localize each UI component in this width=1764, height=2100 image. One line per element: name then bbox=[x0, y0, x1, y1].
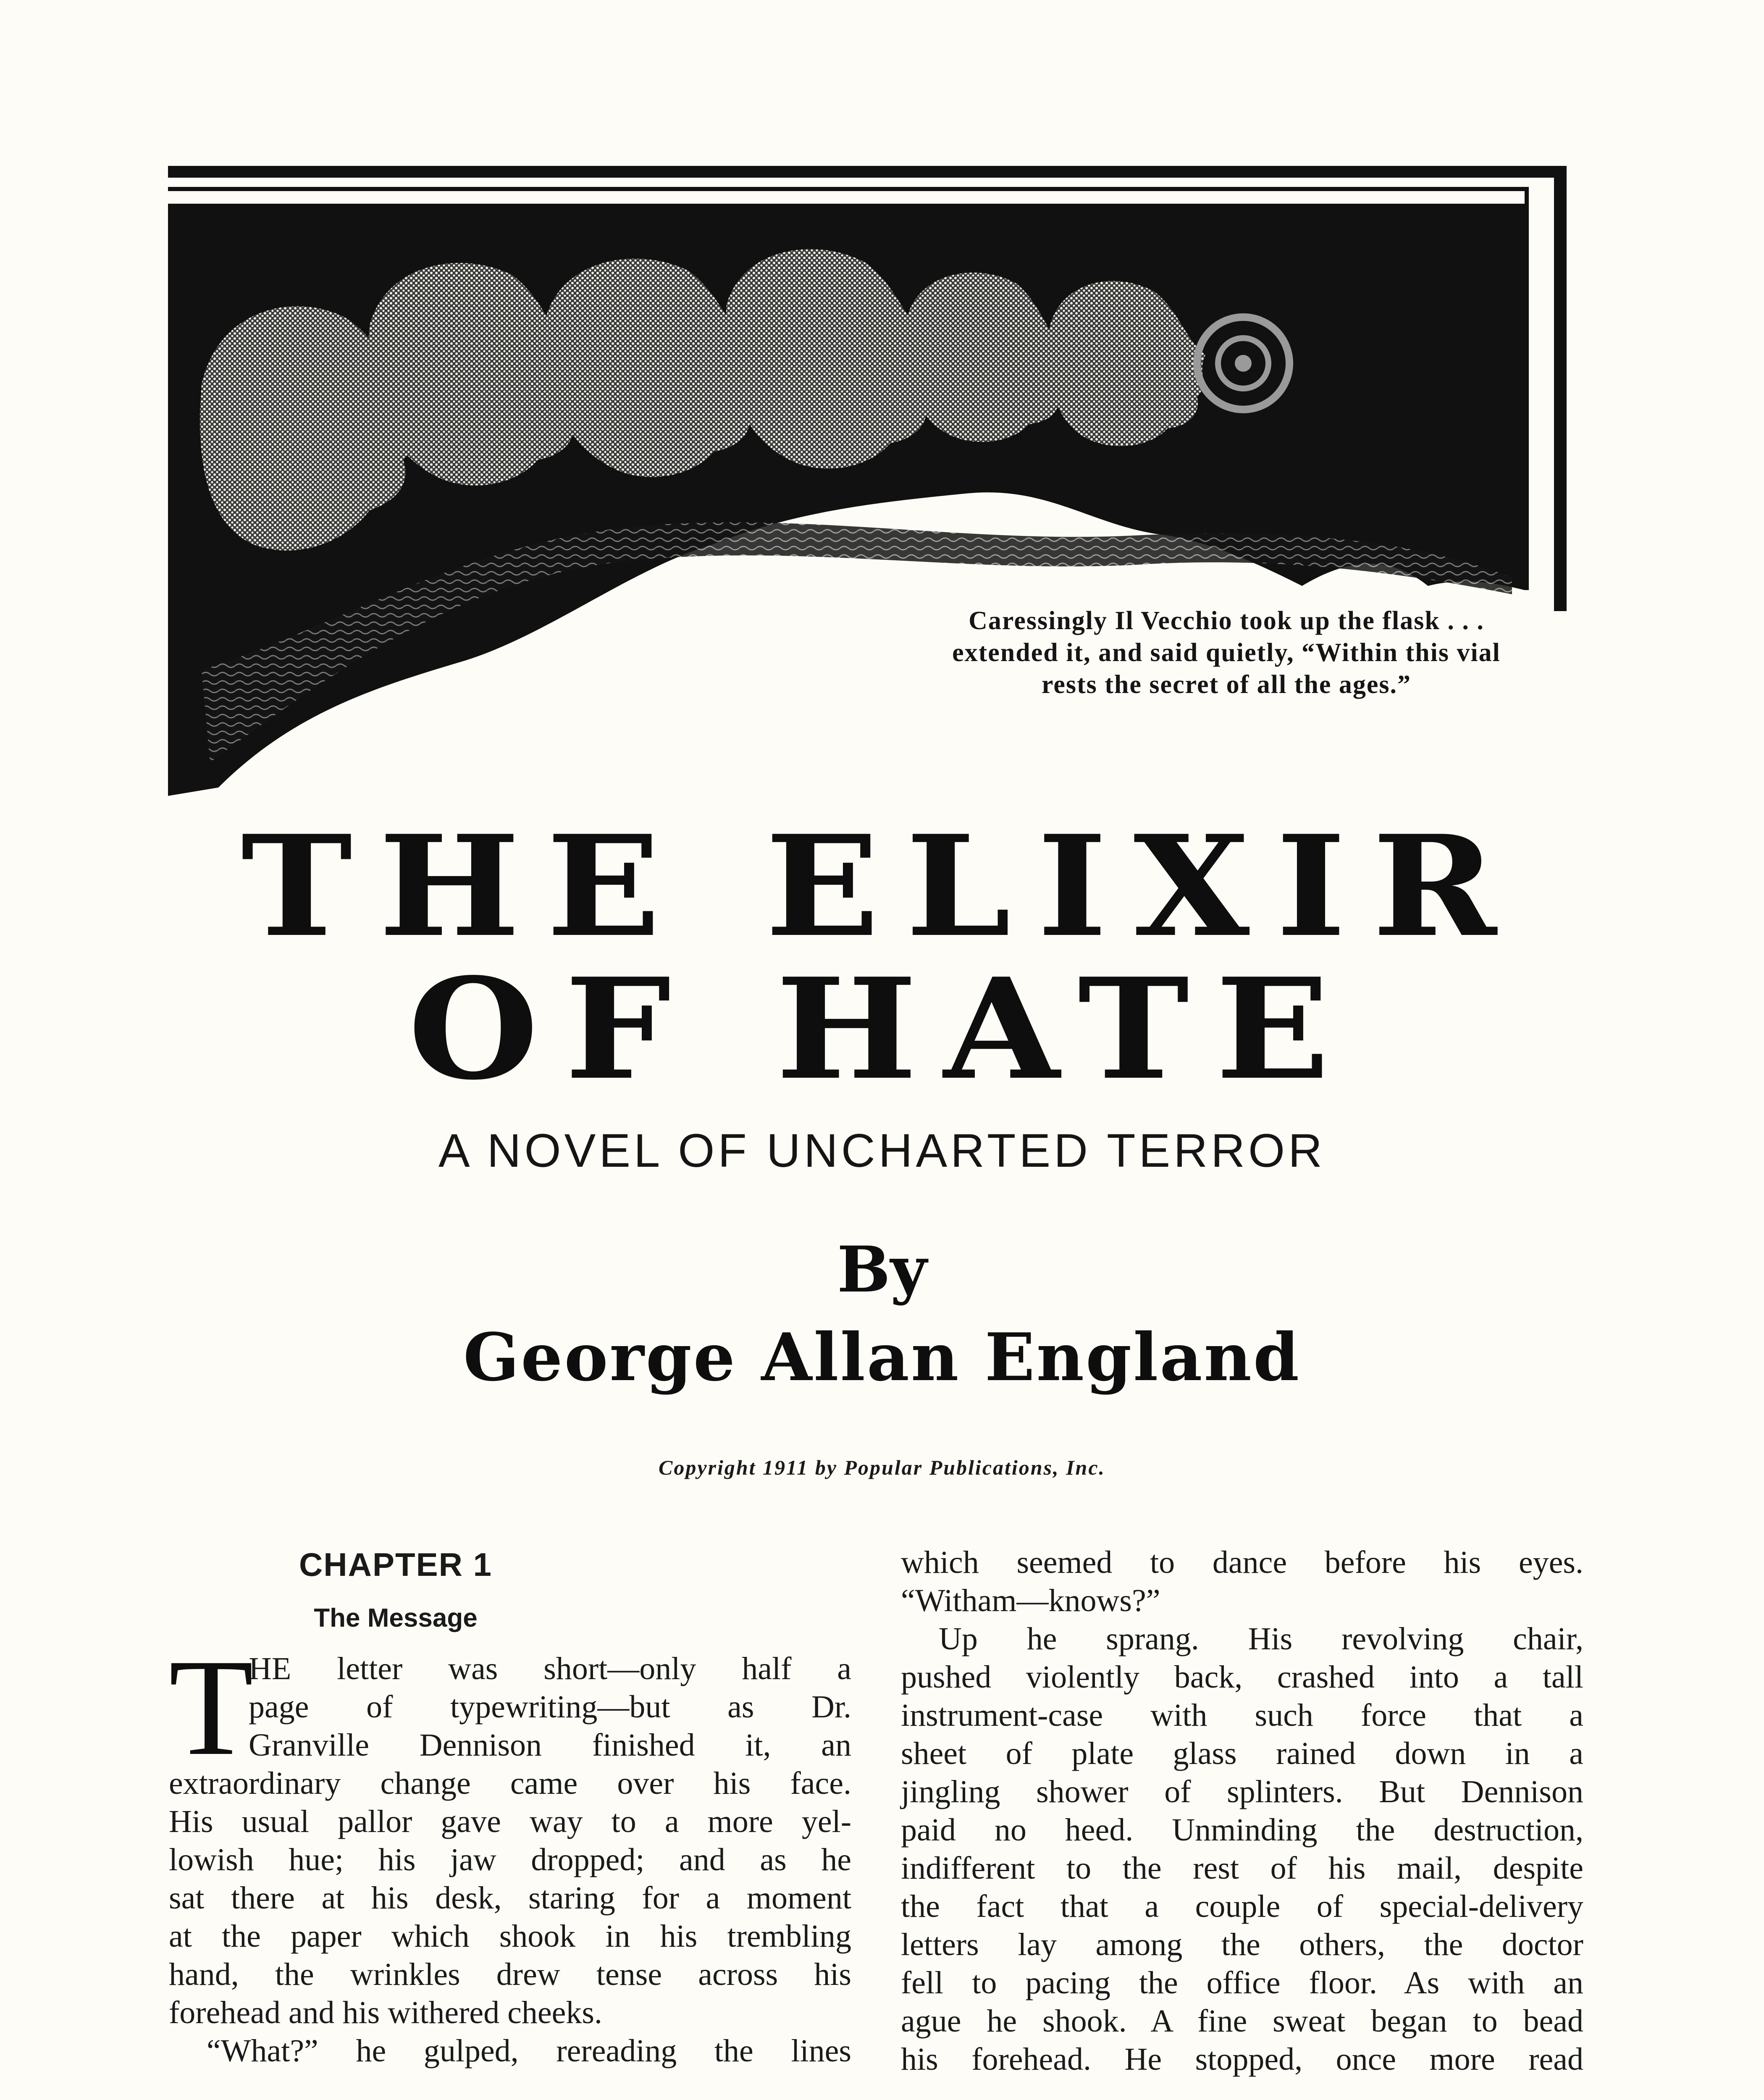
body-line: “What?” he gulped, rereading the lines bbox=[207, 2033, 851, 2068]
body-line: fell to pacing the office floor. As with an bbox=[901, 1965, 1583, 2000]
body-line: his forehead. He stopped, once more read bbox=[901, 2042, 1583, 2077]
chapter-subheading: The Message bbox=[314, 1604, 478, 1633]
body-line: the fact that a couple of special-delivery bbox=[901, 1889, 1583, 1924]
body-line: jingling shower of splinters. But Dennison bbox=[901, 1774, 1583, 1809]
caption-line: Caressingly Il Vecchio took up the flask . . . bbox=[969, 606, 1484, 635]
caption-line: rests the secret of all the ages.” bbox=[1041, 670, 1412, 699]
caption-line: extended it, and said quietly, “Within this vial bbox=[952, 638, 1501, 667]
body-line: letters lay among the others, the doctor bbox=[901, 1927, 1583, 1962]
text-column-right bbox=[901, 1544, 1583, 2079]
story-title-line-1: THE ELIXIR bbox=[241, 805, 1523, 968]
chapter-heading: CHAPTER 1 bbox=[299, 1546, 493, 1583]
body-line: sat there at his desk, staring for a moment bbox=[169, 1880, 851, 1916]
body-line: instrument-case with such force that a bbox=[901, 1698, 1583, 1733]
illustration-caption bbox=[874, 605, 1579, 701]
body-line: Up he sprang. His revolving chair, bbox=[939, 1621, 1583, 1656]
copyright-notice: Copyright 1911 by Popular Publications, Inc. bbox=[658, 1456, 1106, 1479]
body-line: lowish hue; his jaw dropped; and as he bbox=[169, 1842, 851, 1877]
body-line: indifferent to the rest of his mail, despite bbox=[901, 1851, 1583, 1886]
body-line: page of typewriting—but as Dr. bbox=[249, 1689, 851, 1725]
body-line: “Witham—knows?” bbox=[901, 1583, 1160, 1618]
story-subtitle: A NOVEL OF UNCHARTED TERROR bbox=[438, 1124, 1326, 1177]
byline-by: By bbox=[837, 1233, 927, 1307]
body-line: extraordinary change came over his face. bbox=[169, 1766, 851, 1801]
body-line: Granville Dennison finished it, an bbox=[249, 1727, 851, 1763]
story-title-line-2: OF HATE bbox=[408, 948, 1356, 1110]
body-line: sheet of plate glass rained down in a bbox=[901, 1736, 1583, 1771]
body-line: ague he shook. A fine sweat began to bead bbox=[901, 2003, 1583, 2039]
body-line: forehead and his withered cheeks. bbox=[169, 1995, 602, 2030]
author-name: George Allan England bbox=[463, 1319, 1301, 1396]
body-line: HE letter was short—only half a bbox=[249, 1651, 851, 1686]
body-line: paid no heed. Unminding the destruction, bbox=[901, 1812, 1583, 1848]
faces-illustration bbox=[168, 166, 1567, 796]
body-line: at the paper which shook in his trembling bbox=[169, 1919, 851, 1954]
body-line: which seemed to dance before his eyes. bbox=[901, 1545, 1583, 1580]
drop-cap: T bbox=[169, 1631, 254, 1784]
body-line: pushed violently back, crashed into a tall bbox=[901, 1659, 1583, 1695]
body-line: His usual pallor gave way to a more yel- bbox=[169, 1804, 851, 1839]
body-line: hand, the wrinkles drew tense across his bbox=[169, 1957, 851, 1992]
header-illustration bbox=[168, 166, 1567, 796]
text-column-left bbox=[169, 1546, 851, 2070]
